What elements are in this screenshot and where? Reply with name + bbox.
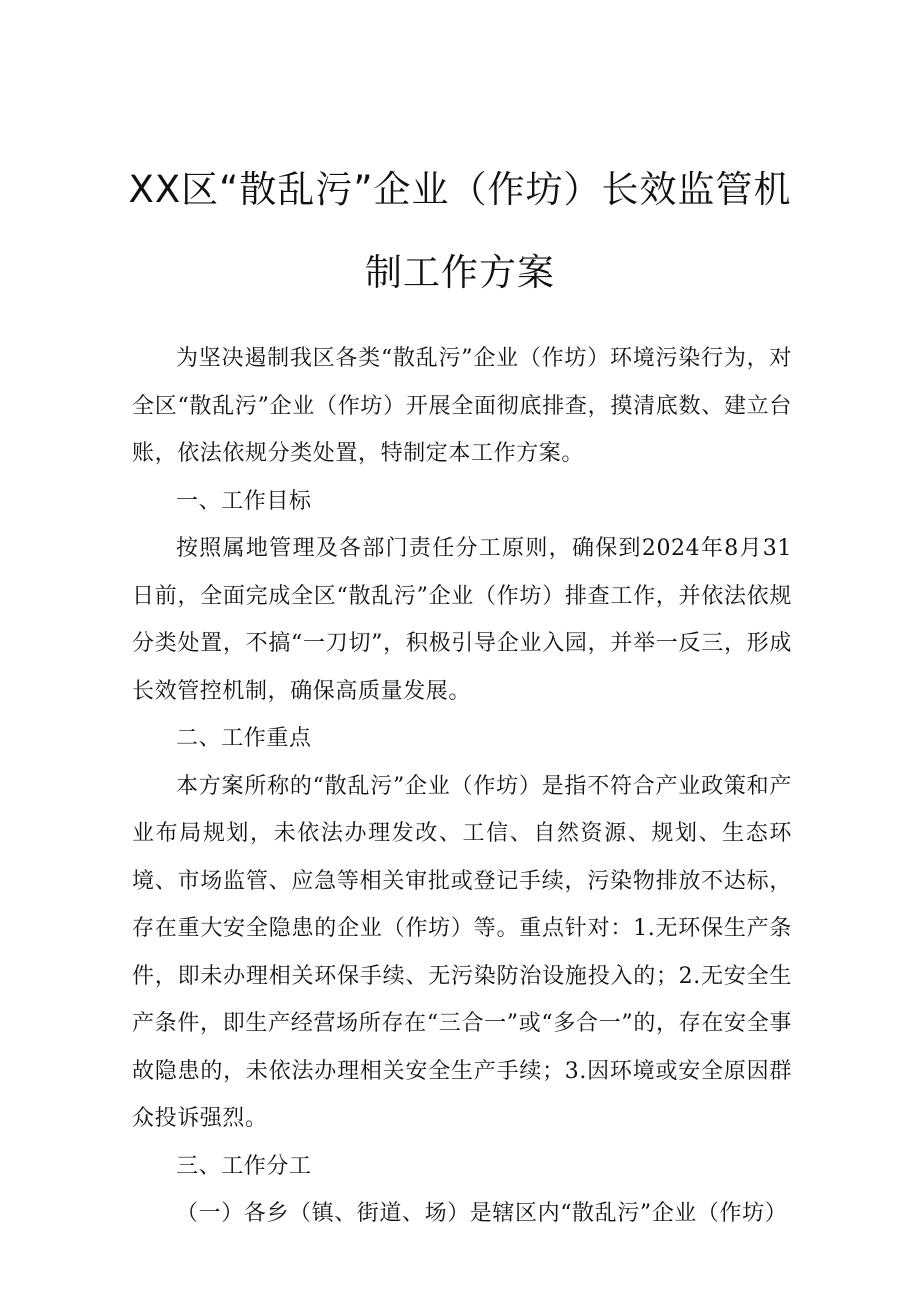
section-heading-focus: 二、工作重点 — [176, 726, 312, 751]
focus-paragraph: 本方案所称的“散乱污”企业（作坊）是指不符合产业政策和产业布局规划，未依法办理发改、工信、自然资源、规划、生态环境、市场监管、应急等相关审批或登记手续，污染物排放不达标，存在重大安全隐患的企业（作坊）等。重点针对：1.无环保生产条件，即未办理相关环保手续、无污染防治设施投入的；2.无安全生产条件，即生产经营场所存在“三合一”或“多合一”的，存在安全事故隐患的，未依法办理相关安全生产手续；3.因环境或安全原因群众投诉强烈。 — [132, 773, 792, 1131]
document-body — [132, 335, 792, 1238]
goals-paragraph: 按照属地管理及各部门责任分工原则，确保到2024年8月31日前，全面完成全区“散乱污”企业（作坊）排查工作，并依法依规分类处置，不搞“一刀切”，积极引导企业入园，并举一反三，形成长效管控机制，确保高质量发展。 — [132, 536, 792, 704]
document-title-line-1: XX区“散乱污”企业（作坊）长效监管机 — [128, 168, 792, 211]
section-heading-goals: 一、工作目标 — [176, 488, 312, 514]
division-subsection-1: （一）各乡（镇、街道、场）是辖区内“散乱污”企业（作坊） — [176, 1201, 788, 1226]
section-heading-division: 三、工作分工 — [176, 1153, 312, 1179]
intro-paragraph: 为坚决遏制我区各类“散乱污”企业（作坊）环境污染行为，对全区“散乱污”企业（作坊）开展全面彻底排查，摸清底数、建立台账，依法依规分类处置，特制定本工作方案。 — [132, 346, 792, 466]
document-title-line-2: 制工作方案 — [365, 251, 555, 294]
